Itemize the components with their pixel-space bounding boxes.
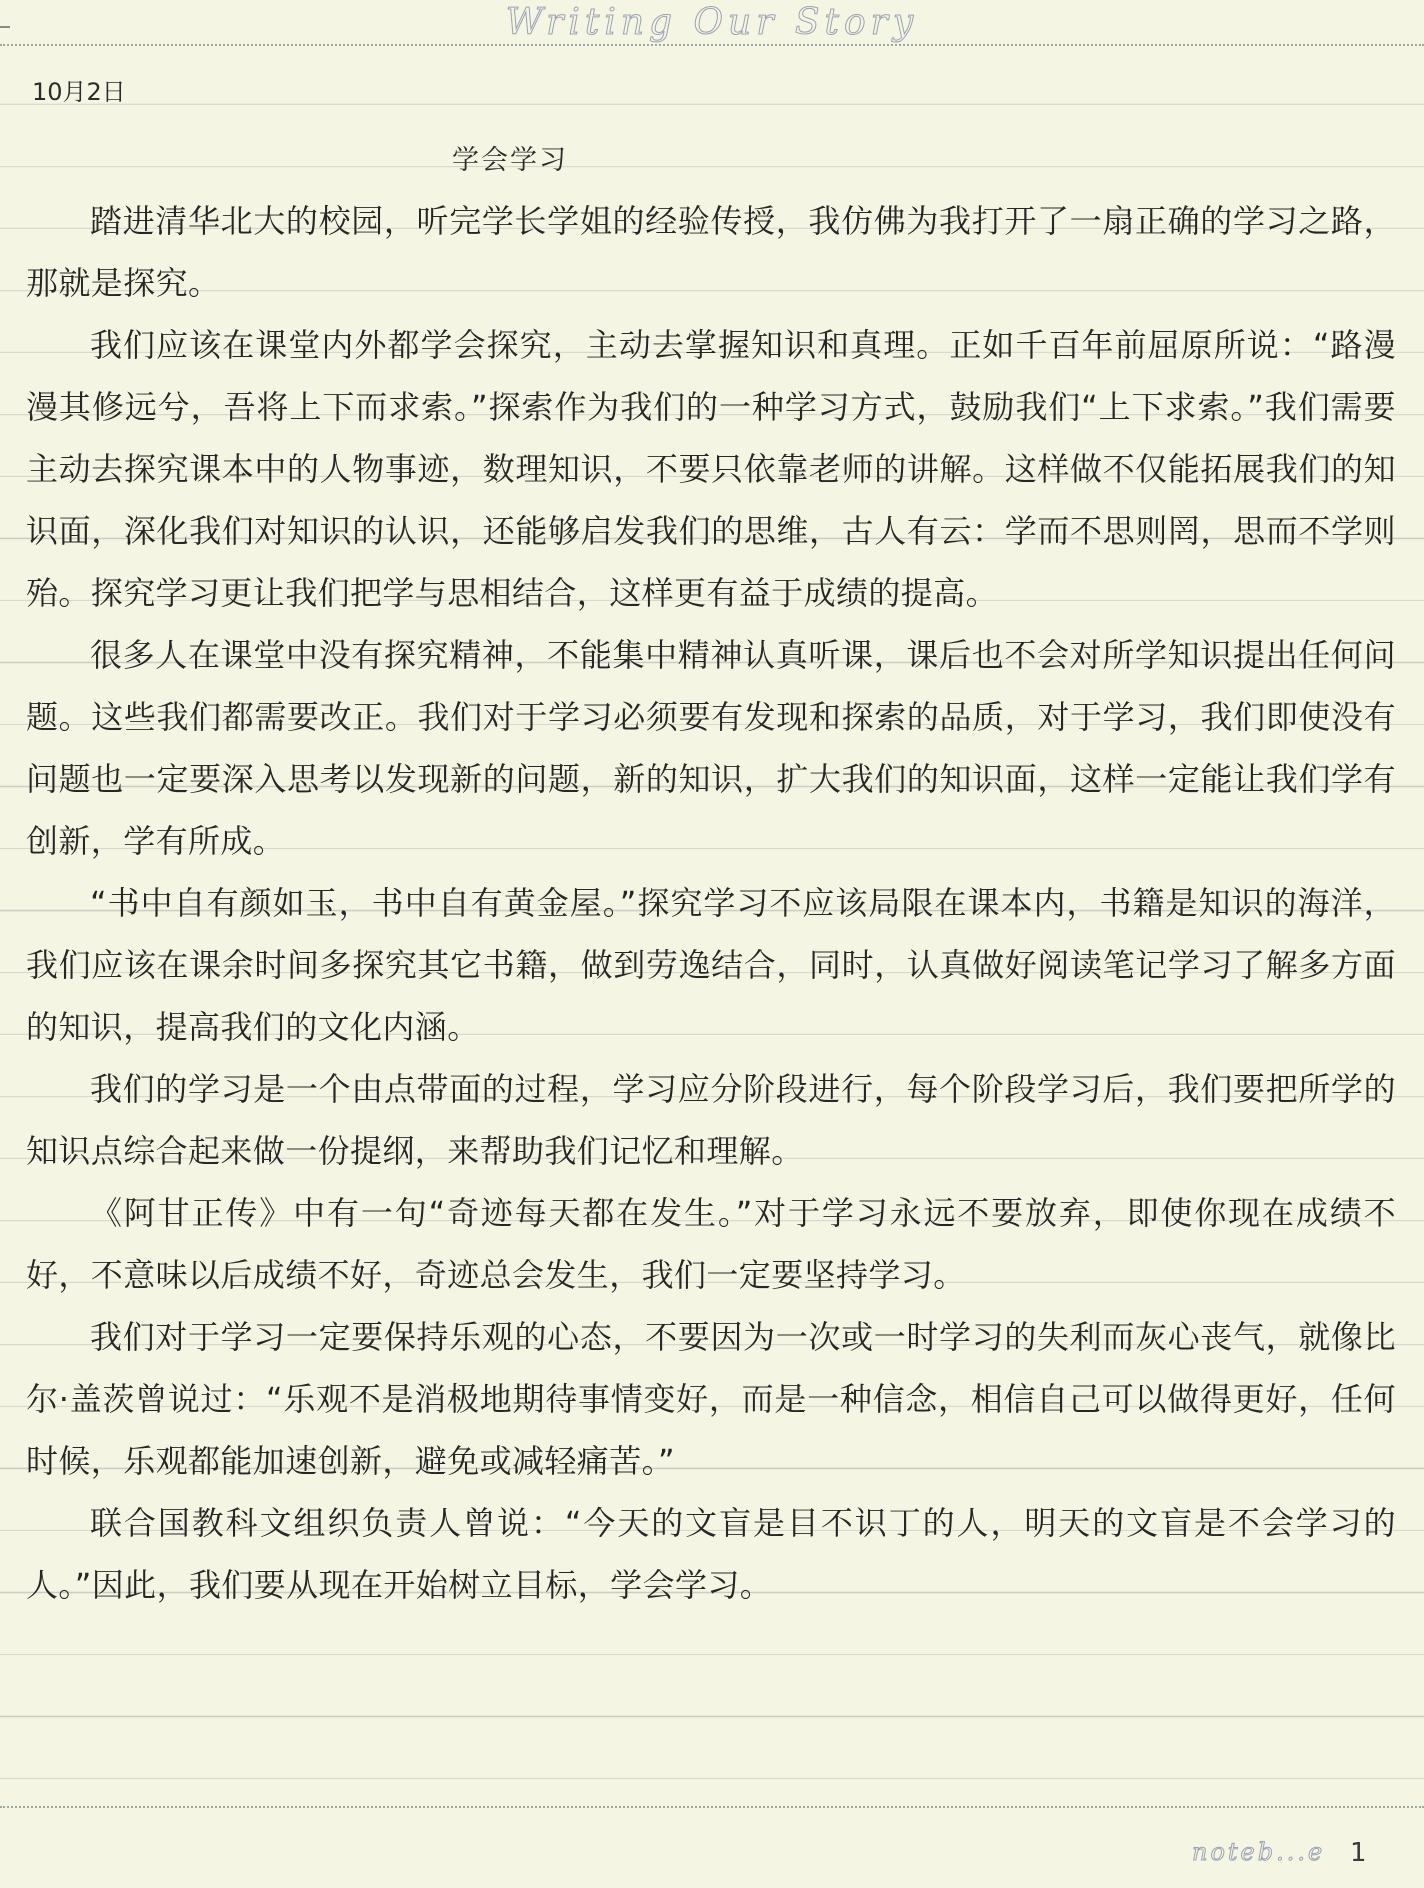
paragraph: 《阿甘正传》中有一句“奇迹每天都在发生。”对于学习永远不要放弃，即使你现在成绩不好，不意味以后成绩不好，奇迹总会发生，我们一定要坚持学习。 — [26, 1194, 1396, 1294]
paragraph: 踏进清华北大的校园，听完学长学姐的经验传授，我仿佛为我打开了一扇正确的学习之路，那就是探究。 — [26, 202, 1396, 302]
top-rule — [0, 44, 1424, 46]
paragraph: 联合国教科文组织负责人曾说：“今天的文盲是目不识丁的人，明天的文盲是不会学习的人。”因此，我们要从现在开始树立目标，学会学习。 — [26, 1504, 1396, 1604]
paragraph: 我们应该在课堂内外都学会探究，主动去掌握知识和真理。正如千百年前屈原所说：“路漫漫其修远兮，吾将上下而求索。”探索作为我们的一种学习方式，鼓励我们“上下求索。”我们需要主动去探究课本中的人物事迹，数理知识，不要只依靠老师的讲解。这样做不仅能拓展我们的知识面，深化我们对知识的认识，还能够启发我们的思维，古人有云：学而不思则罔，思而不学则殆。探究学习更让我们把学与思相结合，这样更有益于成绩的提高。 — [26, 326, 1396, 612]
footer-brand: noteb...e — [1192, 1838, 1326, 1866]
entry-body — [26, 190, 1396, 1616]
notebook-brand: Writing Our Story — [505, 2, 919, 43]
paragraph: 我们的学习是一个由点带面的过程，学习应分阶段进行，每个阶段学习后，我们要把所学的知识点综合起来做一份提纲，来帮助我们记忆和理解。 — [26, 1070, 1396, 1170]
page-number: 1 — [1350, 1838, 1367, 1868]
entry-title: 学会学习 — [452, 145, 568, 176]
paragraph: 很多人在课堂中没有探究精神，不能集中精神认真听课，课后也不会对所学知识提出任何问题。这些我们都需要改正。我们对于学习必须要有发现和探索的品质，对于学习，我们即使没有问题也一定要深入思考以发现新的问题，新的知识，扩大我们的知识面，这样一定能让我们学有创新，学有所成。 — [26, 636, 1396, 860]
paragraph: 我们对于学习一定要保持乐观的心态，不要因为一次或一时学习的失利而灰心丧气，就像比尔·盖茨曾说过：“乐观不是消极地期待事情变好，而是一种信念，相信自己可以做得更好，任何时候，乐观都能加速创新，避免或减轻痛苦。” — [26, 1318, 1396, 1480]
paragraph: “书中自有颜如玉，书中自有黄金屋。”探究学习不应该局限在课本内，书籍是知识的海洋，我们应该在课余时间多探究其它书籍，做到劳逸结合，同时，认真做好阅读笔记学习了解多方面的知识，提高我们的文化内涵。 — [26, 884, 1396, 1046]
entry-date: 10月2日 — [32, 78, 126, 106]
